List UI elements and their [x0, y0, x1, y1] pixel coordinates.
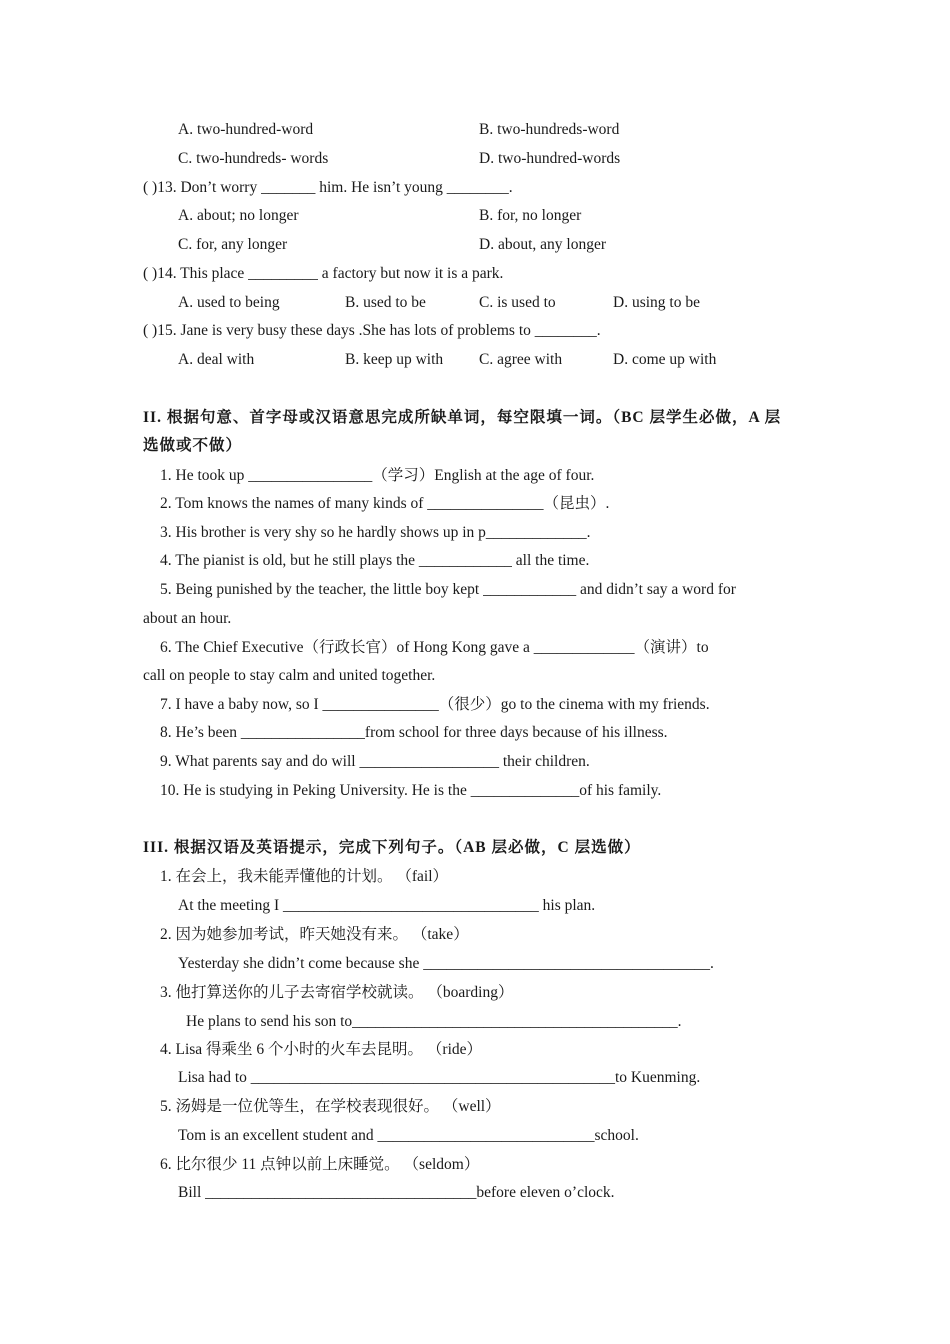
section2-heading: II. 根据句意、首字母或汉语意思完成所缺单词，每空限填一词。（BC 层学生必做，A 层 [143, 409, 782, 426]
section2-heading-cont: 选做或不做） [143, 437, 243, 454]
section3-answer-line: Tom is an excellent student and ____________________________school. [178, 1127, 639, 1144]
q14-option-b: B. used to be [345, 294, 426, 311]
section2-item: 10. He is studying in Peking University. He is the ______________of his family. [160, 782, 662, 799]
q15-option-c: C. agree with [479, 351, 563, 368]
q13-option-b: B. for, no longer [479, 207, 582, 224]
q13-option-d: D. about, any longer [479, 236, 606, 253]
section3-prompt: 4. Lisa 得乘坐 6 个小时的火车去昆明。 （ride） [160, 1041, 483, 1058]
q13-option-c: C. for, any longer [178, 236, 288, 253]
section3-answer-line: Lisa had to _______________________________________________to Kuenming. [178, 1069, 701, 1086]
section3-answer-line: Bill ___________________________________before eleven o’clock. [178, 1184, 615, 1201]
section2-item-cont: about an hour. [143, 610, 232, 627]
q13-stem: ( )13. Don’t worry _______ him. He isn’t young ________. [143, 179, 513, 196]
q12-option-d: D. two-hundred-words [479, 150, 621, 167]
q15-option-d: D. come up with [613, 351, 717, 368]
section2-item: 5. Being punished by the teacher, the little boy kept ____________ and didn’t say a word for [160, 581, 736, 598]
section3-answer-line: He plans to send his son to__________________________________________. [186, 1013, 682, 1030]
q14-option-a: A. used to being [178, 294, 280, 311]
q12-option-a: A. two-hundred-word [178, 121, 314, 138]
section3-prompt: 2. 因为她参加考试，昨天她没有来。 （take） [160, 926, 469, 943]
q12-option-c: C. two-hundreds- words [178, 150, 329, 167]
section2-item: 4. The pianist is old, but he still plays the ____________ all the time. [160, 552, 590, 569]
section2-item: 8. He’s been ________________from school for three days because of his illness. [160, 724, 668, 741]
section2-item: 1. He took up ________________（学习）English at the age of four. [160, 467, 595, 484]
section2-item: 9. What parents say and do will __________________ their children. [160, 753, 590, 770]
q15-stem: ( )15. Jane is very busy these days .She has lots of problems to ________. [143, 322, 601, 339]
q14-stem: ( )14. This place _________ a factory but now it is a park. [143, 265, 504, 282]
section3-prompt: 6. 比尔很少 11 点钟以前上床睡觉。 （seldom） [160, 1156, 480, 1173]
section3-prompt: 1. 在会上，我未能弄懂他的计划。 （fail） [160, 868, 449, 885]
q15-option-a: A. deal with [178, 351, 255, 368]
q14-option-c: C. is used to [479, 294, 556, 311]
q15-option-b: B. keep up with [345, 351, 444, 368]
q14-option-d: D. using to be [613, 294, 700, 311]
section2-item: 7. I have a baby now, so I _______________（很少）go to the cinema with my friends. [160, 696, 710, 713]
section2-item: 2. Tom knows the names of many kinds of _______________（昆虫）. [160, 495, 610, 512]
section2-item-cont: call on people to stay calm and united together. [143, 667, 436, 684]
section3-answer-line: Yesterday she didn’t come because she _____________________________________. [178, 955, 714, 972]
section2-item: 3. His brother is very shy so he hardly shows up in p_____________. [160, 524, 591, 541]
section3-prompt: 3. 他打算送你的儿子去寄宿学校就读。 （boarding） [160, 984, 514, 1001]
section3-heading: III. 根据汉语及英语提示，完成下列句子。（AB 层必做，C 层选做） [143, 839, 641, 856]
q12-option-b: B. two-hundreds-word [479, 121, 620, 138]
section2-item: 6. The Chief Executive（行政长官）of Hong Kong gave a _____________（演讲）to [160, 639, 709, 656]
section3-answer-line: At the meeting I _________________________________ his plan. [178, 897, 596, 914]
q13-option-a: A. about; no longer [178, 207, 299, 224]
section3-prompt: 5. 汤姆是一位优等生，在学校表现很好。 （well） [160, 1098, 501, 1115]
